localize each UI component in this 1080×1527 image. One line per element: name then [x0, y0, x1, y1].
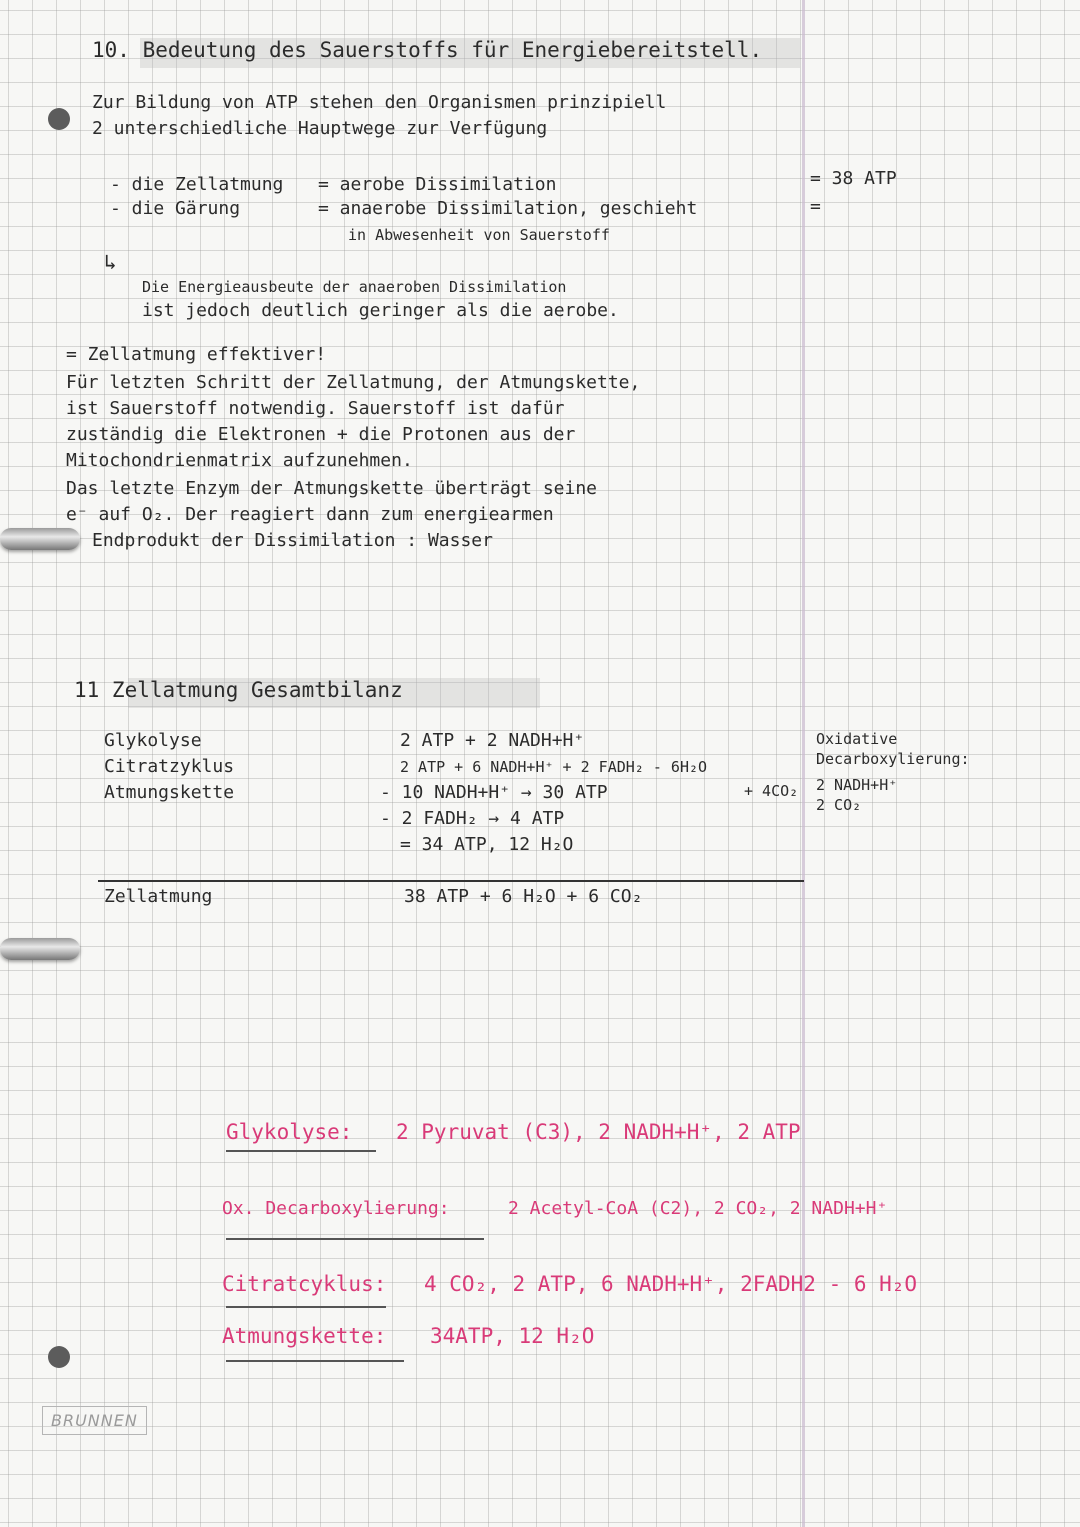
way-2-name: - die Gärung: [110, 198, 241, 219]
total-divider: [98, 880, 804, 882]
summary-ox-label: Ox. Decarboxylierung:: [222, 1198, 450, 1219]
way-2-equals: =: [810, 196, 821, 217]
paragraph-line-2: Für letzten Schritt der Zellatmung, der Atmungskette,: [66, 372, 641, 393]
paragraph-line-4: zuständig die Elektronen + die Protonen aus der: [66, 424, 576, 445]
underline-atmung: [226, 1360, 404, 1362]
underline-citrat: [226, 1306, 386, 1308]
summary-ox-value: 2 Acetyl-CoA (C2), 2 CO₂, 2 NADH+H⁺: [508, 1198, 888, 1219]
paragraph-line-7: e⁻ auf O₂. Der reagiert dann zum energiearmen: [66, 504, 554, 525]
intro-line-1: Zur Bildung von ATP stehen den Organismen prinzipiell: [92, 92, 667, 113]
summary-atmung-label: Atmungskette:: [222, 1324, 387, 1348]
row-citrat-label: Citratzyklus: [104, 756, 235, 777]
way-1-name: - die Zellatmung: [110, 174, 284, 195]
yield-line-2: ist jedoch deutlich geringer als die aerobe.: [142, 300, 619, 321]
section-10-title: 10. Bedeutung des Sauerstoffs für Energiebereitstell.: [92, 38, 763, 62]
side-value-2: 2 CO₂: [816, 796, 862, 814]
intro-line-2: 2 unterschiedliche Hauptwege zur Verfügung: [92, 118, 548, 139]
section-11-title: 11 Zellatmung Gesamtbilanz: [74, 678, 403, 702]
brand-logo: BRUNNEN: [42, 1406, 147, 1435]
punch-hole-bottom: [48, 1346, 70, 1368]
row-atmung-sum: = 34 ATP, 12 H₂O: [400, 834, 574, 855]
way-1-atp: = 38 ATP: [810, 168, 897, 189]
way-1-definition: = aerobe Dissimilation: [318, 174, 557, 195]
paragraph-line-8: Endprodukt der Dissimilation : Wasser: [92, 530, 493, 551]
row-atmung-value-1: - 10 NADH+H⁺ → 30 ATP: [380, 782, 608, 803]
binder-ring-bottom: [0, 938, 80, 960]
summary-glykolyse-value: 2 Pyruvat (C3), 2 NADH+H⁺, 2 ATP: [396, 1120, 801, 1144]
summary-atmung-value: 34ATP, 12 H₂O: [430, 1324, 595, 1348]
summary-citrat-value: 4 CO₂, 2 ATP, 6 NADH+H⁺, 2FADH2 - 6 H₂O: [424, 1272, 918, 1296]
arrow-icon: ↳: [104, 250, 117, 274]
side-value-1: 2 NADH+H⁺: [816, 776, 898, 794]
summary-glykolyse-label: Glykolyse:: [226, 1120, 353, 1144]
side-plus-co2: + 4CO₂: [744, 782, 799, 800]
total-value: 38 ATP + 6 H₂O + 6 CO₂: [404, 886, 643, 907]
margin-line: [802, 0, 805, 1527]
side-title-2: Decarboxylierung:: [816, 750, 970, 768]
binder-ring-top: [0, 528, 80, 550]
paragraph-line-3: ist Sauerstoff notwendig. Sauerstoff ist dafür: [66, 398, 565, 419]
row-glykolyse-label: Glykolyse: [104, 730, 202, 751]
underline-glykolyse: [226, 1150, 376, 1152]
underline-ox: [226, 1238, 484, 1240]
paragraph-line-6: Das letzte Enzym der Atmungskette überträgt seine: [66, 478, 598, 499]
yield-line-1: Die Energieausbeute der anaeroben Dissimilation: [142, 278, 567, 296]
row-atmung-value-2: - 2 FADH₂ → 4 ATP: [380, 808, 565, 829]
paragraph-line-1: = Zellatmung effektiver!: [66, 344, 327, 365]
total-label: Zellatmung: [104, 886, 213, 907]
way-2-definition: = anaerobe Dissimilation, geschieht: [318, 198, 698, 219]
row-citrat-value: 2 ATP + 6 NADH+H⁺ + 2 FADH₂ - 6H₂O: [400, 758, 708, 776]
way-2-definition-cont: in Abwesenheit von Sauerstoff: [348, 226, 610, 244]
punch-hole-top: [48, 108, 70, 130]
row-atmung-label: Atmungskette: [104, 782, 235, 803]
paragraph-line-5: Mitochondrienmatrix aufzunehmen.: [66, 450, 413, 471]
side-title-1: Oxidative: [816, 730, 898, 748]
summary-citrat-label: Citratcyklus:: [222, 1272, 387, 1296]
row-glykolyse-value: 2 ATP + 2 NADH+H⁺: [400, 730, 585, 751]
